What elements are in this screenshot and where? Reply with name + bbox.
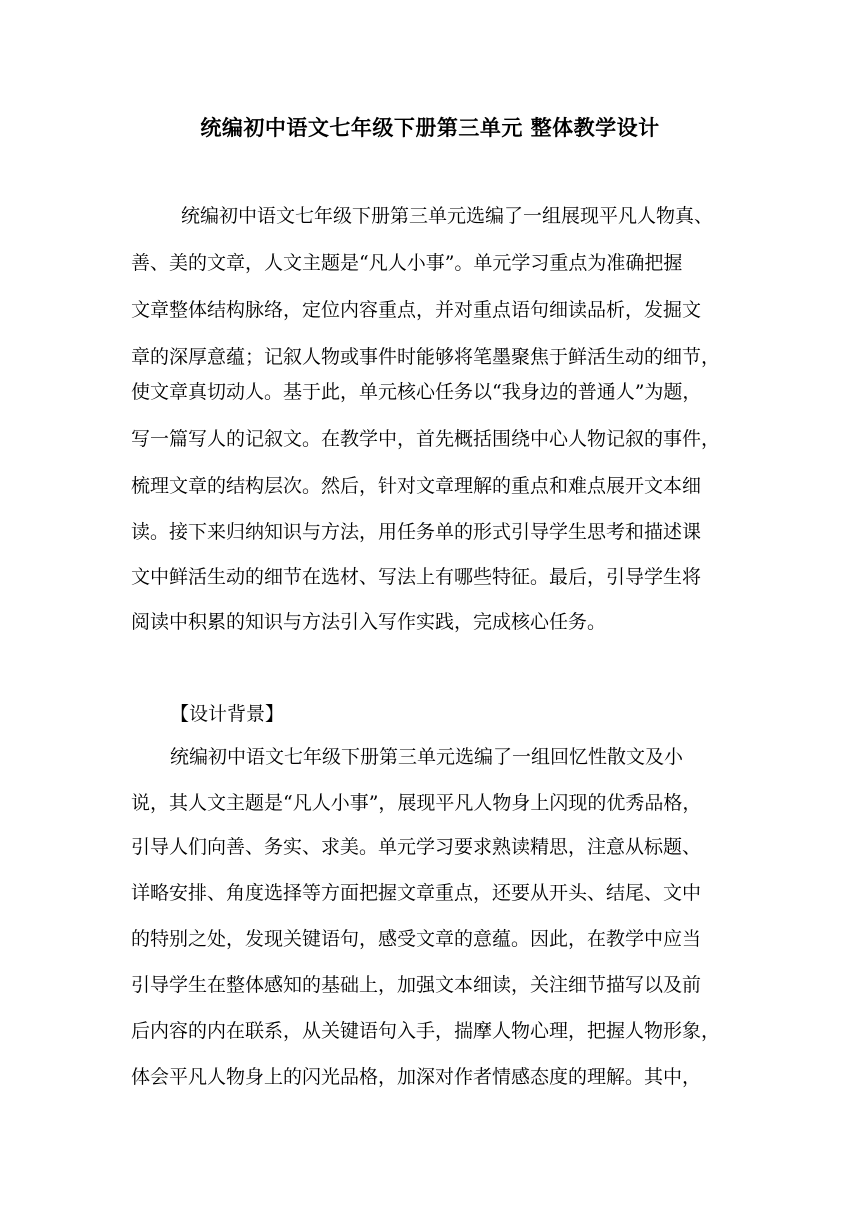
intro-line-8: 读。接下来归纳知识与方法，用任务单的形式引导学生思考和描述课 — [131, 521, 702, 543]
background-line-5: 的特别之处，发现关键语句，感受文章的意蕴。因此，在教学中应当 — [131, 928, 702, 950]
background-line-8: 体会平凡人物身上的闪光品格，加深对作者情感态度的理解。其中， — [131, 1066, 702, 1088]
intro-line-3: 文章整体结构脉络，定位内容重点，并对重点语句细读品析，发掘文 — [131, 299, 702, 321]
intro-line-9: 文中鲜活生动的细节在选材、写法上有哪些特征。最后，引导学生将 — [131, 566, 702, 588]
intro-line-6: 写一篇写人的记叙文。在教学中，首先概括围绕中心人物记叙的事件， — [131, 428, 721, 450]
intro-line-4: 章的深厚意蕴；记叙人物或事件时能够将笔墨聚焦于鲜活生动的细节， — [131, 346, 721, 368]
intro-line-7: 梳理文章的结构层次。然后，针对文章理解的重点和难点展开文本细 — [131, 475, 702, 497]
document-title: 统编初中语文七年级下册第三单元 整体教学设计 — [200, 115, 660, 140]
background-line-6: 引导学生在整体感知的基础上，加强文本细读，关注细节描写以及前 — [131, 974, 702, 996]
background-line-4: 详略安排、角度选择等方面把握文章重点，还要从开头、结尾、文中 — [131, 882, 702, 904]
background-line-1: 统编初中语文七年级下册第三单元选编了一组回忆性散文及小 — [170, 746, 684, 768]
intro-line-10: 阅读中积累的知识与方法引入写作实践，完成核心任务。 — [131, 611, 607, 633]
intro-line-1: 统编初中语文七年级下册第三单元选编了一组展现平凡人物真、 — [162, 205, 714, 227]
background-line-3: 引导人们向善、务实、求美。单元学习要求熟读精思，注意从标题、 — [131, 836, 702, 858]
intro-line-5: 使文章真切动人。基于此，单元核心任务以“我身边的普通人”为题， — [131, 381, 702, 403]
section-heading: 【设计背景】 — [170, 703, 285, 725]
background-line-2: 说，其人文主题是“凡人小事”，展现平凡人物身上闪现的优秀品格， — [131, 792, 702, 814]
intro-line-2: 善、美的文章，人文主题是“凡人小事”。单元学习重点为准确把握 — [131, 252, 683, 274]
background-line-7: 后内容的内在联系，从关键语句入手，揣摩人物心理，把握人物形象， — [131, 1020, 721, 1042]
